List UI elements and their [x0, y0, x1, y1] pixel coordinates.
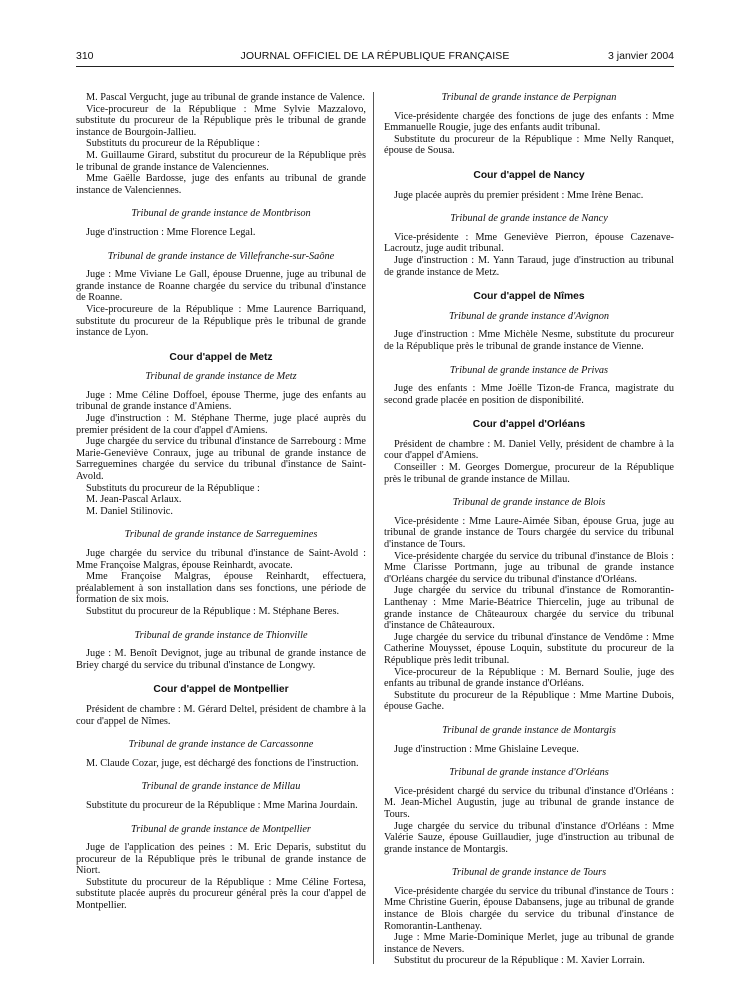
tribunal-heading-thionville: Tribunal de grande instance de Thionville [134, 629, 308, 641]
paragraph: Substitute du procureur de la République : Mme Nelly Ranquet, épouse de Sousa. [384, 133, 674, 157]
paragraph: Substituts du procureur de la République : [86, 482, 260, 494]
paragraph: Juge chargée du service du tribunal d'instance d'Orléans : Mme Valérie Sauze, épouse Guillaudier, juge d'instruction au tribunal de grande instance de Montargis. [384, 820, 674, 855]
tribunal-heading-orleans: Tribunal de grande instance d'Orléans [449, 767, 609, 779]
paragraph: Vice-présidente chargée des fonctions de juge des enfants : Mme Emmanuelle Rougie, juge des enfants audit tribunal. [384, 110, 674, 134]
tribunal-heading-montbrison: Tribunal de grande instance de Montbrison [131, 208, 311, 220]
paragraph: Vice-présidente chargée du service du tribunal d'instance de Tours : Mme Christine Guerin, épouse Dabansens, juge au tribunal de grande instance de Blois chargée du service du tribunal d'instance de Romorantin-Lanthenay. [384, 885, 674, 932]
court-heading-montpellier: Cour d'appel de Montpellier [153, 684, 289, 696]
tribunal-heading-montargis: Tribunal de grande instance de Montargis [442, 724, 616, 736]
paragraph: M. Pascal Vergucht, juge au tribunal de grande instance de Valence. [86, 92, 365, 103]
paragraph: Juge chargée du service du tribunal d'instance de Saint-Avold : Mme Françoise Malgras, épouse Reinhardt, avocate. [76, 548, 366, 571]
paragraph: Juge placée auprès du premier président : Mme Irène Benac. [394, 189, 644, 201]
paragraph: Substitute du procureur de la République : Mme Marina Jourdain. [86, 799, 358, 811]
tribunal-heading-montpellier: Tribunal de grande instance de Montpellier [131, 823, 311, 835]
page-header [76, 50, 674, 64]
paragraph: Substituts du procureur de la République : [86, 138, 260, 150]
journal-title: JOURNAL OFFICIEL DE LA RÉPUBLIQUE FRANÇAISE [240, 50, 510, 62]
paragraph: Juge d'instruction : M. Yann Taraud, juge d'instruction au tribunal de grande instance de Metz. [384, 254, 674, 278]
left-column [76, 92, 366, 912]
paragraph: Juge de l'application des peines : M. Eric Deparis, substitut du procureur de la République près le tribunal de grande instance de Niort. [76, 842, 366, 877]
paragraph: Vice-procureur de la République : M. Bernard Soulie, juge des enfants au tribunal de grande instance d'Orléans. [384, 666, 674, 690]
court-heading-nancy: Cour d'appel de Nancy [473, 169, 585, 181]
paragraph: Juge : Mme Marie-Dominique Merlet, juge au tribunal de grande instance de Nevers. [384, 932, 674, 955]
paragraph: Juge chargée du service du tribunal d'instance de Vendôme : Mme Catherine Mouysset, épouse Loquin, substitute du procureur de la République près ledit tribunal. [384, 631, 674, 666]
paragraph: M. Claude Cozar, juge, est déchargé des fonctions de l'instruction. [86, 757, 359, 769]
court-heading-orleans: Cour d'appel d'Orléans [472, 419, 586, 431]
tribunal-heading-millau: Tribunal de grande instance de Millau [141, 781, 301, 793]
court-heading-metz: Cour d'appel de Metz [169, 351, 273, 363]
page-number: 310 [76, 50, 94, 62]
column-divider [373, 92, 374, 964]
paragraph: Substitut du procureur de la République : M. Stéphane Beres. [86, 605, 340, 617]
paragraph: Substitute du procureur de la République : Mme Céline Fortesa, substitute placée auprès du procureur général près la cour d'appel de Montpellier. [76, 876, 366, 912]
paragraph: Président de chambre : M. Gérard Deltel, président de chambre à la cour d'appel de Nîmes. [76, 703, 366, 727]
paragraph: Juge : Mme Viviane Le Gall, épouse Druenne, juge au tribunal de grande instance de Roanne chargée du service du tribunal d'instance de Roanne. [76, 269, 366, 304]
paragraph: M. Jean-Pascal Arlaux. [86, 494, 182, 506]
tribunal-heading-privas: Tribunal de grande instance de Privas [449, 364, 609, 376]
paragraph: Juge d'instruction : M. Stéphane Therme, juge placé auprès du premier président de la cour d'appel d'Amiens. [76, 413, 366, 436]
tribunal-heading-metz: Tribunal de grande instance de Metz [145, 371, 297, 383]
tribunal-heading-blois: Tribunal de grande instance de Blois [452, 497, 606, 509]
tribunal-heading-sarreguemines: Tribunal de grande instance de Sarreguemines [124, 529, 318, 541]
paragraph: Substitut du procureur de la République : M. Xavier Lorrain. [394, 955, 645, 967]
paragraph: Juge : M. Benoît Devignot, juge au tribunal de grande instance de Briey chargé du service du tribunal d'instance de Longwy. [76, 648, 366, 671]
paragraph: Mme Gaëlle Bardosse, juge des enfants au tribunal de grande instance de Valenciennes. [76, 173, 366, 196]
paragraph: Juge d'instruction : Mme Ghislaine Leveque. [394, 743, 579, 755]
tribunal-heading-avignon: Tribunal de grande instance d'Avignon [448, 310, 610, 322]
paragraph: Vice-présidente : Mme Geneviève Pierron, épouse Cazenave-Lacroutz, juge audit tribunal. [384, 231, 674, 255]
paragraph: Vice-présidente : Mme Laure-Aimée Siban, épouse Grua, juge au tribunal de grande instance de Tours chargée du service du tribunal d'instance de Tours. [384, 515, 674, 551]
tribunal-heading-nancy: Tribunal de grande instance de Nancy [450, 213, 608, 225]
paragraph: Juge chargée du service du tribunal d'instance de Romorantin-Lanthenay : Mme Marie-Béatrice Thiercelin, juge au tribunal de grande instance de Châteauroux chargée du service du tribunal d'instance de Châteauroux. [384, 585, 674, 632]
header-rule [76, 66, 674, 67]
paragraph: M. Daniel Stilinovic. [86, 505, 173, 517]
paragraph: Juge : Mme Céline Doffoel, épouse Therme, juge des enfants au tribunal de grande instance d'Amiens. [76, 389, 366, 413]
paragraph: Mme Françoise Malgras, épouse Reinhardt, effectuera, préalablement à son installation dans ses fonctions, une période de formation de six mois. [76, 571, 366, 606]
paragraph: Juge chargée du service du tribunal d'instance de Sarrebourg : Mme Marie-Geneviève Conraux, juge au tribunal de grande instance de Sarreguemines chargée du service du tribunal d'instance de Saint-Avold. [76, 436, 366, 483]
paragraph: Vice-procureur de la République : Mme Sylvie Mazzalovo, substitute du procureur de la République près le tribunal de grande instance de Bourgoin-Jallieu. [76, 103, 366, 138]
paragraph: Président de chambre : M. Daniel Velly, président de chambre à la cour d'appel d'Amiens. [384, 438, 674, 462]
paragraph: Juge des enfants : Mme Joëlle Tizon-de Franca, magistrate du second grade placée en position de disponibilité. [384, 383, 674, 406]
paragraph: Substitute du procureur de la République : Mme Martine Dubois, épouse Gache. [384, 689, 674, 713]
tribunal-heading-villefranche: Tribunal de grande instance de Villefranche-sur-Saône [107, 250, 335, 262]
paragraph: M. Guillaume Girard, substitut du procureur de la République près le tribunal de grande instance de Valenciennes. [76, 149, 366, 173]
paragraph: Vice-présidente chargée du service du tribunal d'instance de Blois : Mme Clarisse Portmann, juge au tribunal de grande instance d'Orléans chargée du service du tribunal d'instance d'Orléans. [384, 550, 674, 585]
paragraph: Vice-procureure de la République : Mme Laurence Barriquand, substitute du procureur de la République près le tribunal de grande instance de Lyon. [76, 303, 366, 339]
court-heading-nimes: Cour d'appel de Nîmes [473, 291, 585, 303]
paragraph: Juge d'instruction : Mme Michèle Nesme, substitute du procureur de la République près le tribunal de grande instance de Vienne. [384, 329, 674, 352]
paragraph: Conseiller : M. Georges Domergue, procureur de la République près le tribunal de grande instance de Millau. [384, 462, 674, 485]
tribunal-heading-perpignan: Tribunal de grande instance de Perpignan [441, 92, 617, 103]
paragraph: Juge d'instruction : Mme Florence Legal. [86, 226, 256, 238]
tribunal-heading-carcassonne: Tribunal de grande instance de Carcassonne [128, 739, 314, 751]
tribunal-heading-tours: Tribunal de grande instance de Tours [451, 867, 607, 879]
paragraph: Vice-président chargé du service du tribunal d'instance d'Orléans : M. Jean-Michel Augustin, juge au tribunal de grande instance de Tours. [384, 785, 674, 820]
issue-date: 3 janvier 2004 [608, 50, 674, 62]
right-column [384, 92, 674, 967]
